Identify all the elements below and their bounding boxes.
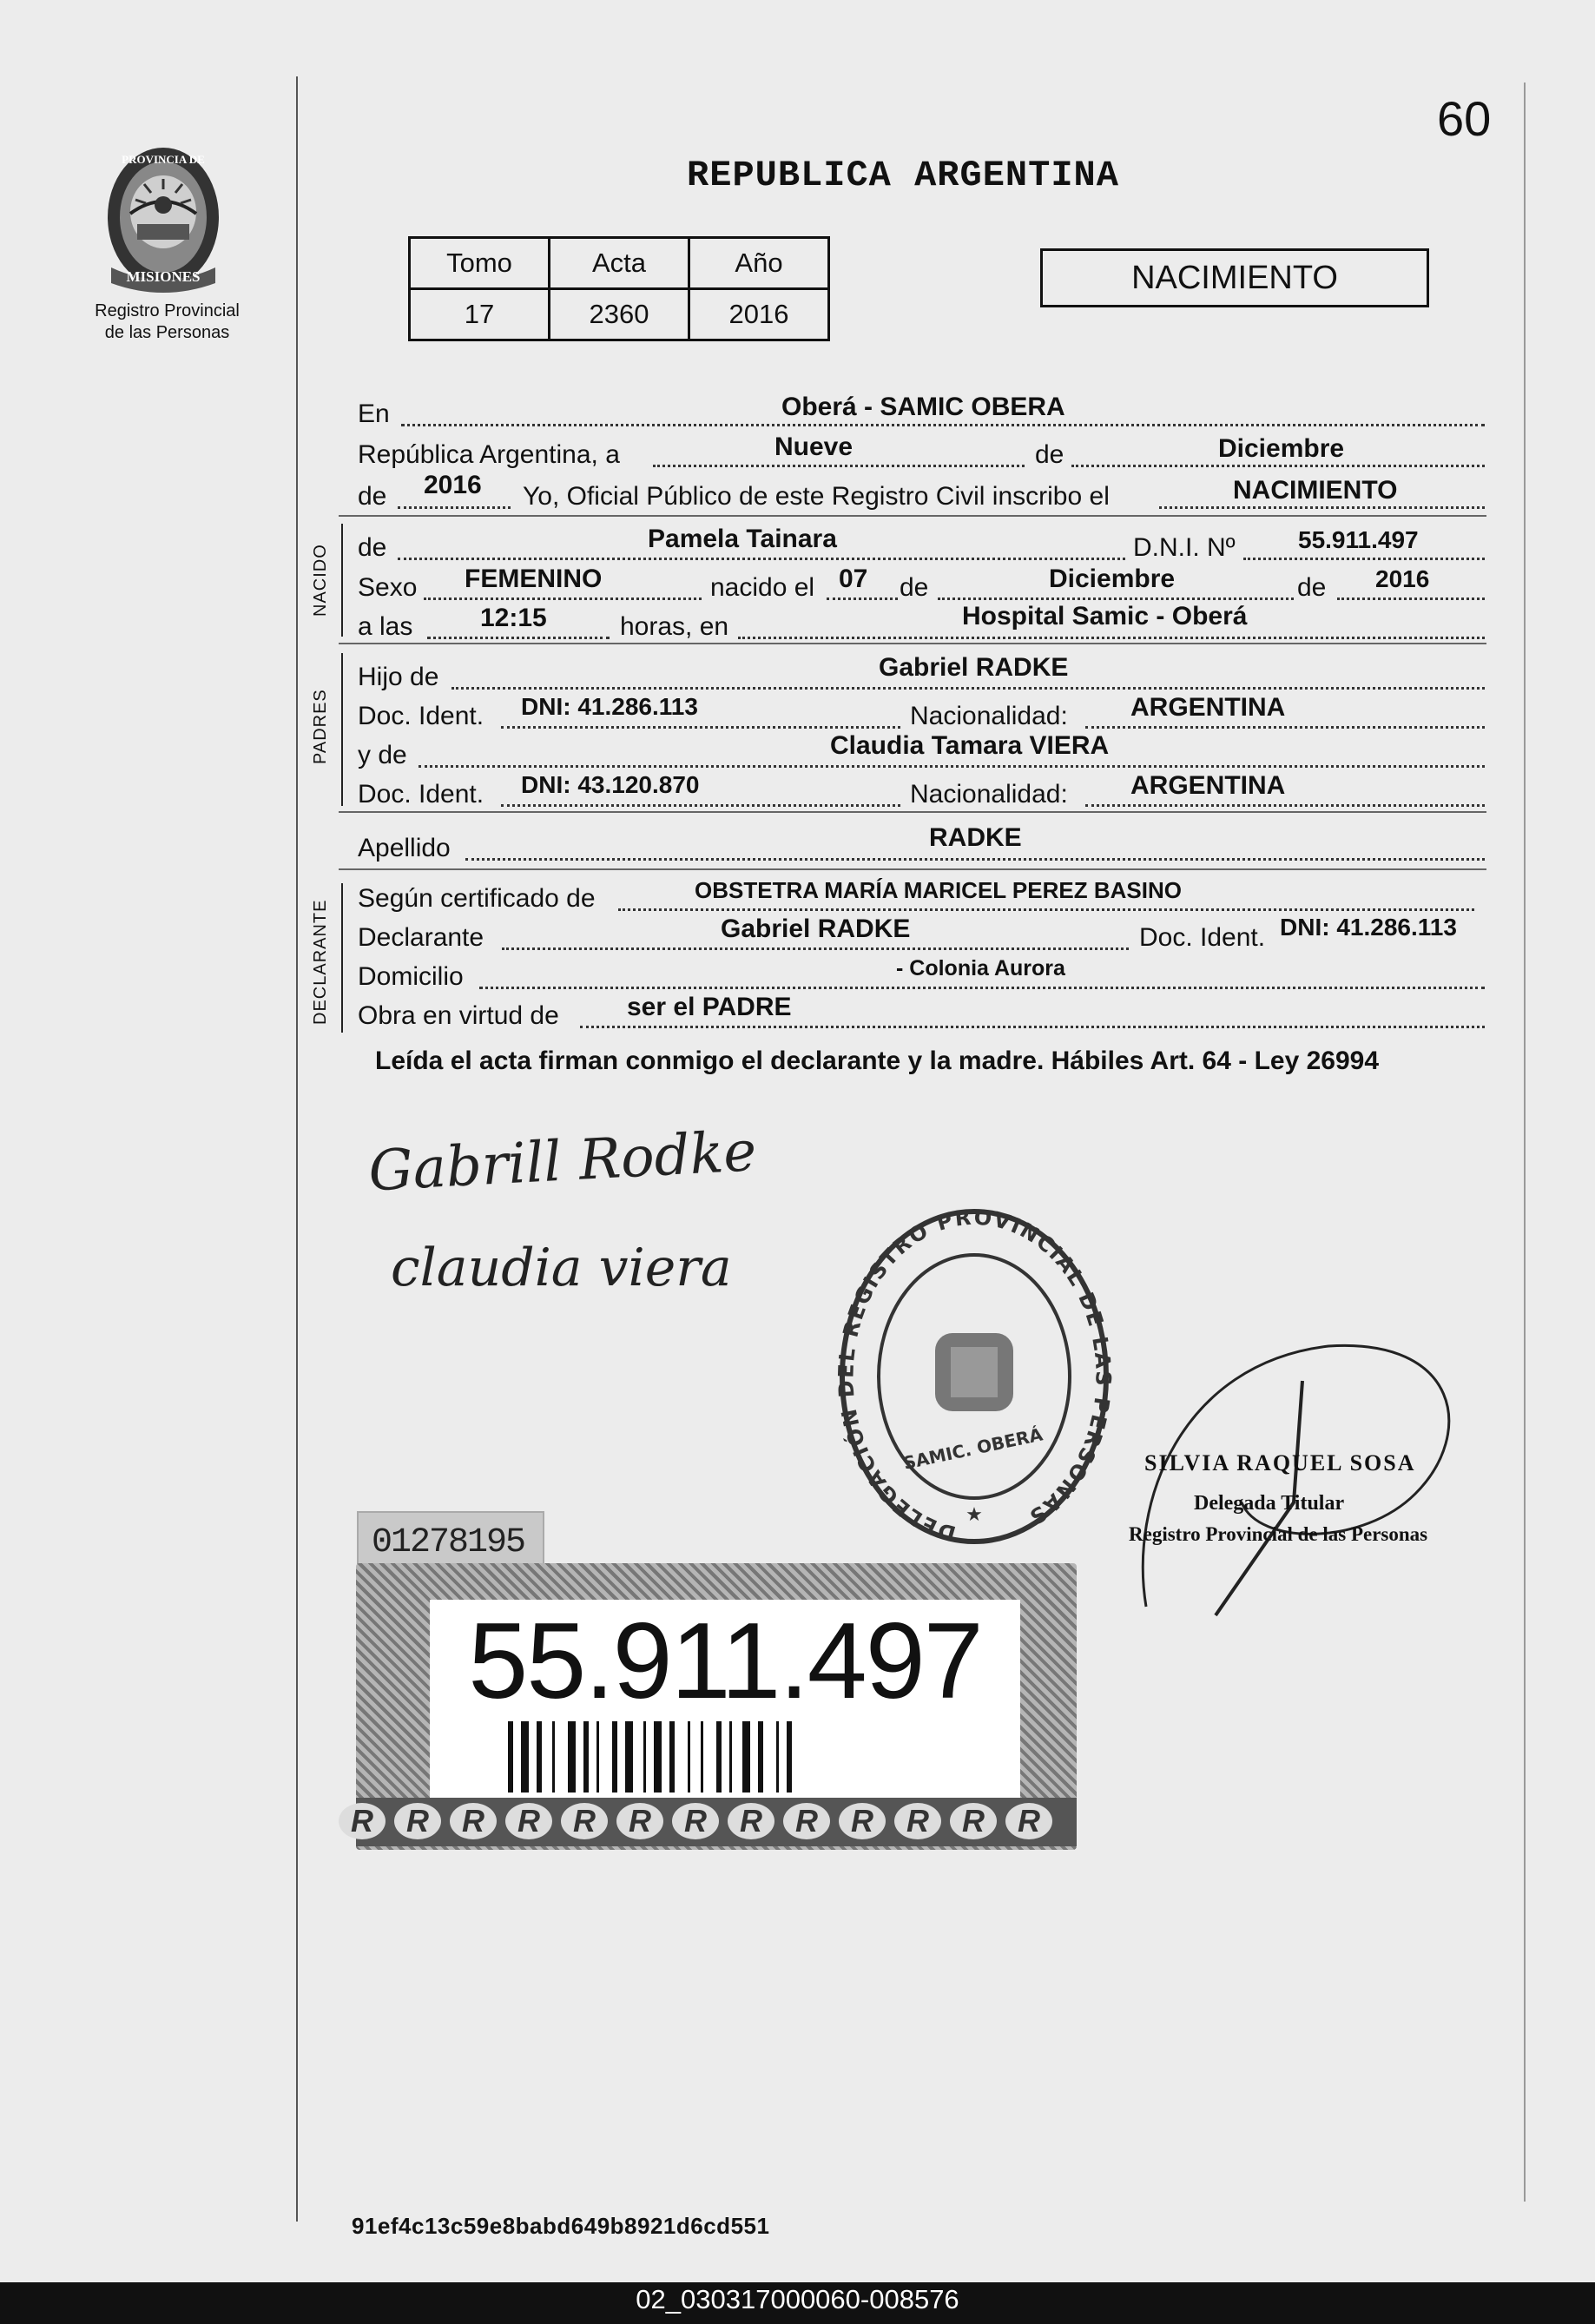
birth-year-value: 2016 — [1375, 565, 1430, 592]
barcode-bar — [716, 1721, 722, 1793]
section-rule-declarante — [341, 883, 343, 1033]
declarant-name-value: Gabriel RADKE — [721, 914, 911, 943]
label-de-born: de — [358, 533, 387, 562]
barcode-bar — [776, 1721, 779, 1793]
month-value: Diciembre — [1218, 434, 1345, 463]
dotted-line — [501, 804, 900, 807]
barcode-bar — [596, 1721, 599, 1793]
table-header-tomo: Tomo — [410, 238, 550, 289]
mother-signature-text: claudia viera — [391, 1238, 732, 1298]
right-margin-rule — [1524, 83, 1526, 2202]
security-r-mark: R — [950, 1803, 997, 1839]
misiones-coat-of-arms-logo — [94, 137, 233, 294]
declarant-doc-value: DNI: 41.286.113 — [1280, 914, 1457, 941]
official-org: Registro Provincial de las Personas — [1129, 1523, 1428, 1545]
label-a-las: a las — [358, 612, 413, 641]
dotted-line — [427, 637, 610, 639]
born-name-value: Pamela Tainara — [648, 525, 837, 553]
dotted-line — [938, 598, 1294, 600]
barcode-bar — [568, 1721, 576, 1793]
dotted-line — [398, 558, 1125, 560]
label-hijo-de: Hijo de — [358, 663, 439, 691]
sex-value: FEMENINO — [465, 564, 603, 593]
security-r-mark: R — [394, 1803, 441, 1839]
label-horas-en: horas, en — [620, 612, 729, 641]
table-value-acta: 2360 — [550, 289, 689, 340]
dotted-line — [502, 947, 1129, 950]
label-segun-certificado: Según certificado de — [358, 884, 596, 913]
dotted-line — [738, 637, 1485, 639]
dotted-line — [1085, 726, 1485, 729]
section-rule-nacido — [341, 524, 343, 637]
section-separator — [339, 868, 1486, 870]
dotted-line — [479, 987, 1485, 989]
left-margin-rule — [296, 76, 298, 2222]
mother-doc-value: DNI: 43.120.870 — [521, 771, 700, 798]
section-label-padres: PADRES — [311, 689, 330, 764]
label-de-birth-month: de — [900, 573, 929, 602]
security-r-mark: R — [672, 1803, 719, 1839]
label-de-year: de — [358, 482, 387, 511]
barcode-bar — [583, 1721, 589, 1793]
security-r-mark: R — [616, 1803, 663, 1839]
logo-text-top: PROVINCIA DE — [122, 153, 205, 166]
act-type-value: NACIMIENTO — [1233, 476, 1398, 505]
security-r-strip — [351, 1798, 1077, 1846]
dotted-line — [1159, 506, 1485, 509]
label-y-de: y de — [358, 741, 407, 769]
section-rule-padres — [341, 653, 343, 806]
security-r-mark: R — [339, 1803, 386, 1839]
mother-name-value: Claudia Tamara VIERA — [830, 731, 1110, 760]
label-apellido: Apellido — [358, 834, 451, 862]
section-separator — [339, 811, 1486, 813]
section-label-declarante: DECLARANTE — [311, 899, 330, 1025]
father-signature-text: Gabrill Rodke — [366, 1119, 758, 1205]
statement-text: Yo, Oficial Público de este Registro Civil inscribo el — [523, 482, 1110, 511]
birth-month-value: Diciembre — [1049, 564, 1176, 593]
section-label-nacido: NACIDO — [311, 544, 330, 617]
volume-record-year-table — [408, 236, 830, 341]
father-nationality-value: ARGENTINA — [1130, 693, 1286, 722]
table-value-ano: 2016 — [689, 289, 829, 340]
table-value-tomo: 17 — [410, 289, 550, 340]
label-doc-ident-declarant: Doc. Ident. — [1139, 923, 1266, 952]
year-value: 2016 — [424, 471, 482, 499]
security-r-mark: R — [1005, 1803, 1052, 1839]
born-dni-value: 55.911.497 — [1298, 526, 1419, 553]
label-nacionalidad-father: Nacionalidad: — [910, 702, 1068, 730]
father-signature — [366, 1112, 890, 1229]
label-nacido-el: nacido el — [710, 573, 815, 602]
document-hash: 91ef4c13c59e8babd649b8921d6cd551 — [352, 2213, 770, 2239]
official-signature-scribble — [1129, 1329, 1528, 1641]
label-de: de — [1035, 440, 1064, 469]
barcode-bar — [787, 1721, 792, 1793]
label-dni: D.N.I. Nº — [1133, 533, 1236, 562]
security-r-mark: R — [839, 1803, 886, 1839]
official-role: Delegada Titular — [1194, 1492, 1345, 1515]
location-value: Oberá - SAMIC OBERA — [781, 393, 1065, 421]
barcode-bar — [521, 1721, 529, 1793]
barcode-bar — [729, 1721, 732, 1793]
stamp-ring-text: DELEGACIÓN DEL REGISTRO PROVINCIAL DE LAS PERSONAS — [834, 1205, 1116, 1546]
father-doc-value: DNI: 41.286.113 — [521, 693, 698, 720]
barcode-bar — [508, 1721, 513, 1793]
label-de-birth-year: de — [1297, 573, 1327, 602]
barcode-bar — [701, 1721, 703, 1793]
label-en: En — [358, 399, 390, 428]
father-name-value: Gabriel RADKE — [879, 653, 1069, 682]
barcode-bar — [552, 1721, 555, 1793]
official-name: SILVIA RAQUEL SOSA — [1144, 1450, 1416, 1476]
birth-place-value: Hospital Samic - Oberá — [962, 602, 1248, 631]
record-type-box: NACIMIENTO — [1040, 248, 1429, 307]
label-declarante: Declarante — [358, 923, 484, 952]
barcode-bar — [654, 1721, 662, 1793]
barcode-bar — [625, 1721, 633, 1793]
table-header-acta: Acta — [550, 238, 689, 289]
dotted-line — [1085, 804, 1485, 807]
dotted-line — [424, 598, 702, 600]
stamp-star-icon: ★ — [966, 1503, 983, 1525]
barcode-bar — [669, 1721, 675, 1793]
label-republica: República Argentina, a — [358, 440, 620, 469]
mother-nationality-value: ARGENTINA — [1130, 771, 1286, 800]
control-number: 01278195 — [372, 1523, 525, 1562]
dotted-line — [827, 598, 898, 600]
registry-caption-line1: Registro Provincial — [95, 301, 240, 320]
label-nacionalidad-mother: Nacionalidad: — [910, 780, 1068, 809]
barcode-bar — [537, 1721, 542, 1793]
dotted-line — [580, 1026, 1485, 1028]
security-r-mark: R — [450, 1803, 497, 1839]
page-number: 60 — [1437, 91, 1492, 146]
dotted-line — [1071, 465, 1485, 467]
registry-caption — [78, 300, 256, 344]
barcode-bar — [612, 1721, 617, 1793]
barcode-bar — [742, 1721, 750, 1793]
dotted-line — [451, 687, 1485, 690]
security-r-mark: R — [783, 1803, 830, 1839]
label-sexo: Sexo — [358, 573, 418, 602]
certificate-value: OBSTETRA MARÍA MARICEL PEREZ BASINO — [695, 877, 1182, 903]
security-r-mark: R — [728, 1803, 774, 1839]
label-doc-ident-father: Doc. Ident. — [358, 702, 484, 730]
registry-caption-line2: de las Personas — [104, 323, 230, 342]
official-round-stamp — [829, 1194, 1120, 1550]
dotted-line — [465, 858, 1485, 861]
address-value: - Colonia Aurora — [896, 956, 1065, 980]
dotted-line — [653, 465, 1025, 467]
dotted-line — [618, 908, 1474, 911]
stamp-center-text: SAMIC. OBERÁ — [901, 1423, 1045, 1474]
dotted-line — [1243, 558, 1485, 560]
security-r-mark: R — [505, 1803, 552, 1839]
document-title: REPUBLICA ARGENTINA — [687, 155, 1119, 196]
closing-statement: Leída el acta firman conmigo el declarante y la madre. Hábiles Art. 64 - Ley 26994 — [375, 1046, 1380, 1075]
mother-signature — [391, 1226, 773, 1326]
birth-time-value: 12:15 — [480, 604, 547, 632]
label-doc-ident-mother: Doc. Ident. — [358, 780, 484, 809]
label-domicilio: Domicilio — [358, 962, 464, 991]
dotted-line — [401, 424, 1485, 426]
section-separator — [339, 515, 1486, 517]
surname-value: RADKE — [929, 823, 1022, 852]
dotted-line — [398, 506, 511, 509]
barcode-label — [430, 1600, 1020, 1808]
birth-day-value: 07 — [839, 564, 868, 593]
barcode-number: 55.911.497 — [468, 1601, 982, 1721]
dotted-line — [501, 726, 900, 729]
dotted-line — [1337, 598, 1485, 600]
day-word-value: Nueve — [774, 432, 854, 461]
logo-text-bottom: MISIONES — [126, 268, 201, 285]
table-header-ano: Año — [689, 238, 829, 289]
security-r-mark: R — [561, 1803, 608, 1839]
barcode-bar — [758, 1721, 763, 1793]
security-r-mark: R — [894, 1803, 941, 1839]
barcode-bar — [643, 1721, 646, 1793]
barcode-bar — [688, 1721, 690, 1793]
section-separator — [339, 643, 1486, 644]
barcode-bars — [508, 1721, 925, 1793]
footer-file-id: 02_030317000060-008576 — [636, 2284, 959, 2314]
reason-value: ser el PADRE — [627, 993, 792, 1021]
dotted-line — [419, 765, 1485, 768]
label-obra-en-virtud: Obra en virtud de — [358, 1001, 559, 1030]
